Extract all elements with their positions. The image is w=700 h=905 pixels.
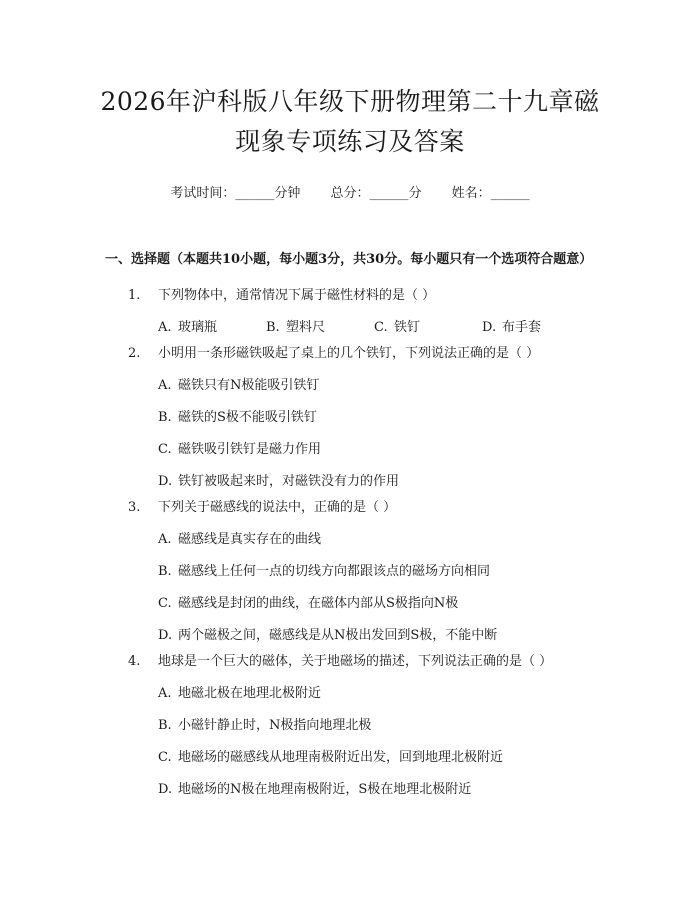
question-text: 下列关于磁感线的说法中，正确的是（ ）	[158, 500, 397, 515]
option-d	[482, 306, 590, 338]
option-letter: D.	[482, 320, 497, 335]
option-b	[158, 550, 620, 582]
option-b	[158, 704, 620, 736]
option-list	[158, 518, 620, 646]
question-number: 2.	[128, 346, 141, 361]
exam-time: 考试时间：______分钟	[170, 186, 301, 201]
option-letter: B.	[158, 564, 172, 579]
option-letter: A.	[158, 686, 172, 701]
question-text: 地球是一个巨大的磁体，关于地磁场的描述，下列说法正确的是（ ）	[158, 654, 553, 669]
option-text: 小磁针静止时，N极指向地理北极	[178, 718, 372, 733]
option-text: 磁铁的S极不能吸引铁钉	[178, 410, 317, 425]
option-letter: C.	[158, 442, 172, 457]
question-stem	[128, 646, 620, 672]
option-letter: C.	[158, 750, 172, 765]
option-d	[158, 614, 620, 646]
question-3	[0, 492, 700, 646]
option-text: 磁铁吸引铁钉是磁力作用	[178, 442, 322, 457]
option-d	[158, 460, 620, 492]
document-title	[0, 0, 700, 162]
option-letter: A.	[158, 320, 172, 335]
option-letter: B.	[266, 320, 280, 335]
option-letter: D.	[158, 782, 173, 797]
option-letter: C.	[374, 320, 388, 335]
option-c	[374, 306, 482, 338]
option-text: 磁铁只有N极能吸引铁钉	[178, 378, 320, 393]
question-text: 小明用一条形磁铁吸起了桌上的几个铁钉，下列说法正确的是（ ）	[158, 346, 540, 361]
option-text: 铁钉	[394, 320, 421, 335]
option-letter: C.	[158, 596, 172, 611]
question-2	[0, 338, 700, 492]
option-text: 玻璃瓶	[178, 320, 218, 335]
option-text: 地磁场的磁感线从地理南极附近出发，回到地理北极附近	[178, 750, 504, 765]
exam-meta	[0, 184, 700, 204]
question-number: 1.	[128, 288, 141, 303]
option-letter: D.	[158, 628, 173, 643]
question-1	[0, 280, 700, 338]
option-text: 地磁北极在地理北极附近	[178, 686, 322, 701]
question-number: 4.	[128, 654, 141, 669]
exam-score: 总分：______分	[330, 186, 422, 201]
student-name: 姓名：______	[451, 186, 530, 201]
question-4	[0, 646, 700, 800]
option-c	[158, 428, 620, 460]
question-stem	[128, 280, 620, 306]
option-letter: B.	[158, 410, 172, 425]
option-b	[266, 306, 374, 338]
option-letter: A.	[158, 532, 172, 547]
option-d	[158, 768, 620, 800]
option-text: 两个磁极之间，磁感线是从N极出发回到S极，不能中断	[178, 628, 498, 643]
option-a	[158, 518, 620, 550]
option-text: 地磁场的N极在地理南极附近，S极在地理北极附近	[178, 782, 472, 797]
option-list	[158, 364, 620, 492]
option-text: 塑料尺	[286, 320, 326, 335]
option-list	[158, 672, 620, 800]
option-letter: D.	[158, 474, 173, 489]
title-line-2: 现象专项练习及答案	[235, 127, 465, 156]
option-list	[158, 306, 620, 338]
option-a	[158, 364, 620, 396]
title-line-1: 2026年沪科版八年级下册物理第二十九章磁	[100, 87, 600, 116]
option-letter: B.	[158, 718, 172, 733]
question-number: 3.	[128, 500, 141, 515]
option-a	[158, 672, 620, 704]
option-text: 铁钉被吸起来时，对磁铁没有力的作用	[178, 474, 400, 489]
option-a	[158, 306, 266, 338]
option-text: 磁感线上任何一点的切线方向都跟该点的磁场方向相同	[178, 564, 491, 579]
question-text: 下列物体中，通常情况下属于磁性材料的是（ ）	[158, 288, 436, 303]
option-text: 布手套	[502, 320, 542, 335]
question-list	[0, 280, 700, 800]
section-heading: 一、选择题（本题共10小题，每小题3分，共30分。每小题只有一个选项符合题意）	[105, 252, 593, 267]
option-b	[158, 396, 620, 428]
option-c	[158, 736, 620, 768]
option-text: 磁感线是真实存在的曲线	[178, 532, 322, 547]
option-text: 磁感线是封闭的曲线，在磁体内部从S极指向N极	[178, 596, 459, 611]
question-stem	[128, 492, 620, 518]
option-letter: A.	[158, 378, 172, 393]
question-stem	[128, 338, 620, 364]
option-c	[158, 582, 620, 614]
